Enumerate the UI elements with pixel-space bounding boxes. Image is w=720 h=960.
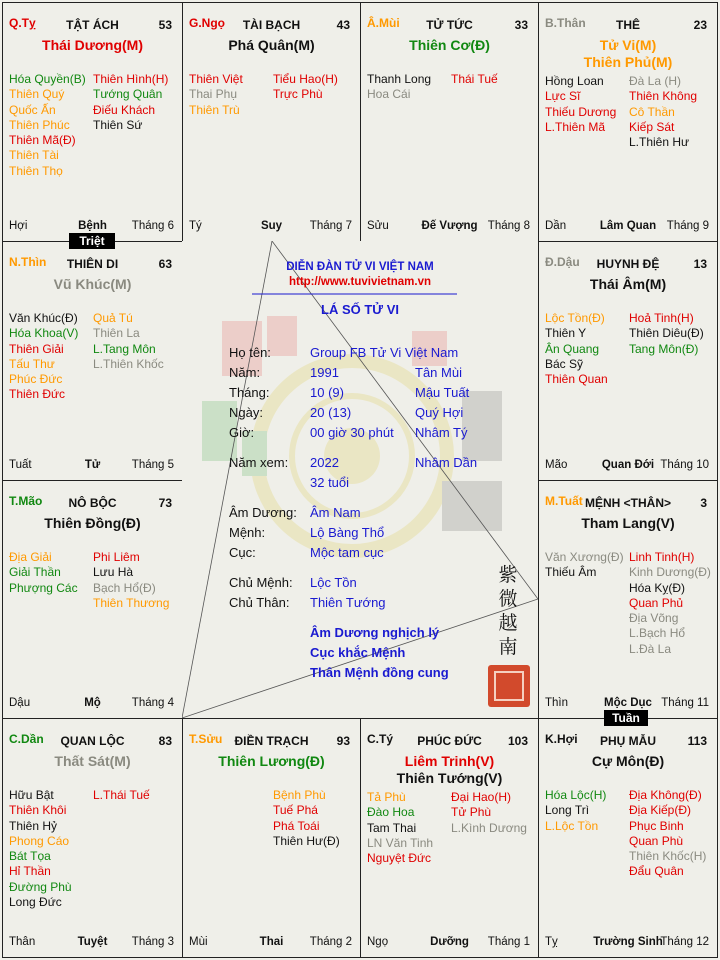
palace-month: Tháng 12 [660, 936, 709, 948]
minor-star: Nguyệt Đức [367, 851, 432, 866]
palace-month: Tháng 5 [131, 459, 174, 471]
minor-star: Thai Phụ [189, 87, 238, 102]
left-star-list [367, 72, 431, 103]
palace-can-chi: C.Dần [9, 732, 44, 746]
seal-char: 紫 [498, 564, 518, 586]
minor-star: Tuế Phá [273, 803, 318, 818]
minor-star: Thiên Y [545, 326, 587, 341]
triet-tag: Triệt [69, 233, 115, 249]
summary-note: Cục khắc Mệnh [310, 645, 406, 660]
minor-star: Hóa Khoa(V) [9, 326, 79, 341]
minor-star: Long Đức [9, 895, 62, 910]
minor-star: Đại Hao(H) [451, 790, 512, 804]
minor-star: Tam Thai [367, 820, 417, 835]
minor-star: L.Đà La [629, 641, 672, 656]
info-value: Thiên Tướng [310, 595, 386, 610]
palace-branch: Thân [9, 936, 36, 948]
minor-star: Kiếp Sát [629, 119, 675, 134]
right-star-list [273, 72, 338, 103]
info-value: 20 (13) [310, 405, 352, 420]
minor-star: Địa Kiếp(Đ) [629, 803, 692, 818]
main-star: Phá Quân(M) [228, 37, 315, 53]
info-label: Chủ Thân: [229, 595, 290, 610]
main-star: Thất Sát(M) [54, 753, 131, 769]
year-view-row: Năm xem: [229, 455, 289, 470]
palace-tai-bach[interactable] [182, 2, 361, 242]
palace-stage: Suy [260, 220, 283, 232]
palace-can-chi: Â.Mùi [367, 16, 400, 30]
minor-star: Thiên Khôi [9, 803, 67, 818]
minor-star: Bác Sỹ [545, 356, 584, 371]
summary-note: Âm Dương nghịch lý [310, 625, 440, 640]
minor-star: Thiên Hỷ [9, 818, 58, 833]
palace-stage: Trường Sinh [593, 936, 663, 948]
palace-can-chi: T.Sửu [189, 732, 223, 746]
minor-star: Hoa Cái [367, 87, 411, 102]
minor-star: Long Trì [545, 803, 590, 818]
minor-star: Thiên Đức [9, 387, 66, 402]
main-star: Thiên Đồng(Đ) [44, 515, 141, 531]
minor-star: Lưu Hà [93, 565, 134, 580]
palace-name: QUAN LỘC [60, 734, 125, 748]
right-star-list [93, 311, 164, 372]
minor-star: L.Thiên Khốc [93, 356, 164, 371]
palace-name: PHÚC ĐỨC [417, 734, 482, 748]
minor-star: Quan Phủ [629, 595, 684, 610]
info-value: Âm Nam [310, 505, 361, 520]
palace-branch: Ngọ [367, 936, 389, 948]
main-star: Vũ Khúc(M) [53, 276, 132, 292]
palace-month: Tháng 9 [666, 220, 709, 232]
minor-star: L.Lộc Tồn [545, 818, 599, 833]
minor-star: Thiên Tài [9, 148, 59, 163]
palace-number: 33 [514, 18, 528, 32]
minor-star: Hỉ Thần [9, 864, 51, 879]
palace-branch: Mùi [189, 936, 208, 948]
minor-star: Hóa Quyền(B) [9, 72, 86, 86]
minor-star: Quốc Ấn [9, 102, 56, 117]
minor-star: Giải Thần [9, 565, 61, 580]
minor-star: Thiên Phúc [9, 117, 70, 132]
palace-can-chi: C.Tý [367, 732, 394, 746]
left-star-list [545, 788, 606, 834]
seal-char: 南 [498, 636, 518, 658]
minor-star: Thiên Quan [545, 372, 608, 387]
minor-star: Tử Phù [451, 805, 492, 820]
palace-number: 63 [158, 257, 172, 271]
minor-star: Đường Phù [9, 879, 72, 894]
seal-vertical-text [496, 563, 520, 659]
year-view-value: 2022 [310, 455, 339, 470]
minor-star: LN Văn Tinh [367, 835, 434, 850]
main-star: Tử Vi(M) [599, 37, 657, 53]
palace-tat-ach[interactable] [2, 2, 183, 242]
minor-star: Thiên Sứ [93, 117, 143, 132]
left-star-list [9, 72, 86, 179]
left-star-list [545, 311, 608, 387]
palace-number: 3 [700, 496, 707, 510]
palace-month: Tháng 2 [309, 936, 352, 948]
minor-star: Quả Tú [93, 311, 133, 325]
palace-name: TÀI BẠCH [242, 18, 301, 32]
info-canchi: Tân Mùi [415, 365, 462, 380]
main-star: Thiên Cơ(Đ) [409, 37, 490, 53]
palace-number: 53 [158, 18, 172, 32]
palace-no-boc[interactable] [2, 480, 183, 719]
minor-star: Đào Hoa [367, 805, 415, 820]
info-value: Group FB Tử Vi Việt Nam [310, 345, 459, 360]
left-star-list [545, 550, 624, 581]
minor-star: Phượng Các [9, 580, 78, 595]
palace-month: Tháng 3 [131, 936, 174, 948]
minor-star: Thiên Thọ [9, 163, 63, 178]
minor-star: Thiên Hình(H) [93, 72, 169, 86]
center-info-panel [182, 241, 538, 718]
info-value: Lộc Tồn [310, 575, 357, 590]
palace-the[interactable] [538, 2, 718, 242]
minor-star: Hóa Kỵ(Đ) [629, 580, 686, 595]
left-star-list [9, 550, 78, 596]
info-value: 10 (9) [310, 385, 344, 400]
minor-star: Thiên Mã(Đ) [9, 133, 76, 148]
info-label: Âm Dương: [229, 505, 297, 520]
palace-number: 43 [336, 18, 350, 32]
minor-star: Kinh Dương(Đ) [629, 565, 711, 580]
minor-star: Thái Tuế [451, 72, 498, 86]
palace-number: 73 [158, 496, 172, 510]
minor-star: L.Bạch Hổ [629, 626, 686, 641]
minor-star: Hồng Loan [545, 74, 604, 88]
right-star-list [629, 788, 706, 880]
minor-star: L.Thiên Mã [545, 119, 606, 134]
main-star: Thái Dương(M) [42, 37, 143, 53]
minor-star: Thanh Long [367, 72, 432, 86]
palace-branch: Tỵ [545, 936, 558, 948]
minor-star: Tang Môn(Đ) [629, 341, 699, 356]
info-canchi: Mậu Tuất [415, 385, 470, 400]
minor-star: Địa Không(Đ) [629, 788, 702, 802]
minor-star: Thiên Diêu(Đ) [629, 326, 704, 341]
minor-star: Thiên Hư(Đ) [273, 833, 340, 848]
minor-star: Tiểu Hao(H) [273, 72, 338, 86]
palace-can-chi: Q.Tỵ [9, 16, 36, 30]
palace-stage: Mộ [84, 697, 101, 709]
palace-name: MỆNH <THÂN> [584, 496, 671, 510]
minor-star: Bạch Hổ(Đ) [93, 580, 156, 595]
info-label: Họ tên: [229, 345, 271, 360]
palace-can-chi: K.Hợi [545, 732, 578, 746]
minor-star: Phúc Đức [9, 372, 63, 387]
palace-name: ĐIỀN TRẠCH [234, 734, 309, 748]
palace-month: Tháng 4 [131, 697, 174, 709]
minor-star: Địa Giải [9, 550, 52, 564]
right-star-list [629, 311, 704, 357]
info-label: Ngày: [229, 405, 263, 420]
minor-star: Đẩu Quân [629, 864, 684, 879]
right-star-list [451, 790, 527, 836]
minor-star: Thiên Giải [9, 341, 64, 356]
palace-stage: Đế Vượng [421, 220, 478, 232]
palace-month: Tháng 7 [309, 220, 352, 232]
minor-star: Đà La (H) [629, 74, 682, 88]
minor-star: Cô Thần [629, 104, 675, 119]
palace-month: Tháng 6 [131, 220, 174, 232]
seal-char: 越 [498, 612, 518, 634]
minor-star: Thiên Không [629, 89, 698, 104]
minor-star: L.Kình Dương [451, 820, 527, 835]
minor-star: Trực Phù [273, 87, 323, 102]
info-value: Mộc tam cục [310, 545, 384, 560]
minor-star: Hữu Bật [9, 788, 54, 802]
minor-star: Phục Binh [629, 818, 684, 833]
palace-name: HUYNH ĐỆ [596, 257, 660, 271]
minor-star: Thiên Trù [189, 102, 240, 117]
year-view-canchi: Nhâm Dần [415, 455, 478, 470]
left-star-list [545, 74, 616, 135]
minor-star: Lộc Tồn(Đ) [545, 311, 605, 325]
info-canchi: Quý Hợi [415, 405, 464, 420]
palace-tu-tuc[interactable] [360, 2, 539, 242]
palace-stage: Tuyệt [77, 936, 108, 948]
right-star-list [629, 74, 697, 150]
palace-branch: Hợi [9, 220, 28, 232]
palace-can-chi: Đ.Dậu [545, 255, 580, 269]
palace-quan-loc[interactable] [2, 718, 183, 958]
palace-thien-di[interactable] [2, 241, 183, 481]
minor-star: Hoả Tinh(H) [629, 311, 694, 325]
minor-star: Thiên Quý [9, 87, 65, 102]
palace-branch: Dậu [9, 697, 31, 709]
palace-branch: Tý [189, 220, 202, 232]
minor-star: Văn Xương(Đ) [545, 550, 624, 564]
palace-month: Tháng 11 [661, 697, 709, 709]
info-value: Lộ Bàng Thổ [310, 525, 385, 540]
palace-dien-trach[interactable] [182, 718, 361, 958]
palace-month: Tháng 1 [487, 936, 530, 948]
minor-star: Phá Toái [273, 818, 320, 833]
minor-star: Hóa Lộc(H) [545, 788, 607, 802]
right-star-list [451, 72, 498, 87]
seal-char: 微 [498, 588, 518, 610]
right-star-list [93, 550, 169, 611]
minor-star: Thiếu Âm [545, 565, 597, 580]
palace-number: 13 [693, 257, 707, 271]
palace-can-chi: N.Thìn [9, 255, 47, 269]
main-star: Thiên Lương(Đ) [218, 753, 325, 769]
main-star: Cự Môn(Đ) [591, 753, 665, 769]
info-canchi: Nhâm Tý [415, 425, 468, 440]
minor-star: Ân Quang [545, 341, 600, 356]
minor-star: L.Thiên Hư [629, 135, 690, 150]
palace-stage: Lâm Quan [599, 220, 657, 232]
minor-star: L.Tang Môn [93, 341, 156, 356]
minor-star: L.Thái Tuế [93, 788, 150, 802]
chart-title: LÁ SỐ TỬ VI [321, 302, 399, 317]
palace-number: 113 [687, 734, 707, 748]
palace-can-chi: B.Thân [545, 16, 586, 30]
minor-star: Phong Cáo [9, 833, 70, 848]
minor-star: Thiếu Dương [545, 104, 617, 119]
palace-phuc-duc[interactable] [360, 718, 539, 958]
palace-can-chi: G.Ngọ [189, 16, 225, 30]
minor-star: Bát Tọa [9, 849, 51, 864]
main-star: Thái Âm(M) [589, 276, 667, 292]
minor-star: Lực Sĩ [545, 89, 581, 104]
main-star: Tham Lang(V) [581, 515, 675, 531]
minor-star: Tấu Thư [9, 356, 55, 371]
palace-number: 93 [336, 734, 350, 748]
minor-star: Điếu Khách [93, 102, 156, 117]
palace-stage: Mộc Dục [604, 697, 652, 709]
main-star: Thiên Tướng(V) [396, 770, 503, 786]
palace-name: PHỤ MẪU [600, 734, 656, 748]
left-star-list [367, 790, 433, 866]
main-star: Thiên Phủ(M) [583, 54, 673, 70]
palace-stage: Tử [84, 459, 101, 471]
right-star-list [93, 72, 168, 133]
palace-stage: Thai [259, 936, 284, 948]
info-value: 1991 [310, 365, 339, 380]
minor-star: Thiên Thương [93, 595, 170, 610]
palace-name: TỬ TỨC [426, 18, 473, 32]
minor-star: Thiên Việt [189, 72, 243, 86]
palace-can-chi: M.Tuất [545, 494, 583, 508]
palace-name: THÊ [616, 18, 640, 32]
palace-branch: Sửu [367, 220, 389, 232]
info-label: Tháng: [229, 385, 270, 400]
palace-month: Tháng 10 [660, 459, 709, 471]
palace-month: Tháng 8 [487, 220, 530, 232]
left-star-list [189, 72, 243, 118]
summary-note: Thân Mệnh đồng cung [310, 665, 449, 680]
minor-star: Quan Phù [629, 833, 684, 848]
minor-star: Phi Liêm [93, 550, 140, 564]
seal-stamp-icon [488, 665, 530, 707]
left-star-list [9, 311, 78, 403]
main-star: Liêm Trinh(V) [404, 753, 495, 769]
palace-menh-than[interactable] [538, 480, 718, 719]
right-star-list [629, 550, 711, 657]
palace-number: 23 [693, 18, 707, 32]
tuan-tag: Tuần [604, 710, 648, 726]
minor-star: Tả Phù [367, 790, 406, 804]
info-label: Chủ Mệnh: [229, 575, 293, 590]
palace-name: NÔ BỘC [68, 496, 117, 510]
right-star-list [273, 788, 340, 849]
year-view-age: 32 tuổi [310, 475, 350, 490]
palace-huynh-de[interactable] [538, 241, 718, 481]
info-label: Giờ: [229, 425, 255, 440]
minor-star: Thiên Khốc(H) [629, 849, 707, 864]
right-star-list [93, 788, 150, 803]
palace-number: 103 [507, 734, 528, 748]
palace-stage: Bệnh [78, 220, 107, 232]
minor-star: Văn Khúc(Đ) [9, 311, 78, 325]
left-star-list [9, 788, 72, 910]
minor-star: Linh Tinh(H) [629, 550, 695, 564]
info-label: Cục: [229, 545, 256, 560]
minor-star: Thiên La [93, 326, 140, 341]
palace-name: THIÊN DI [66, 257, 119, 271]
minor-star: Tướng Quân [93, 87, 163, 102]
palace-branch: Tuất [9, 459, 32, 471]
palace-can-chi: T.Mão [9, 494, 43, 508]
palace-branch: Mão [545, 459, 568, 471]
forum-url-link[interactable]: http://www.tuvivietnam.vn [288, 276, 432, 288]
forum-title: DIỄN ĐÀN TỬ VI VIỆT NAM [286, 261, 434, 273]
palace-phu-mau[interactable] [538, 718, 718, 958]
palace-branch: Thìn [545, 697, 569, 709]
minor-star: Địa Võng [629, 611, 679, 626]
palace-stage: Dưỡng [430, 936, 469, 948]
palace-stage: Quan Đới [601, 459, 655, 471]
info-label: Năm: [229, 365, 261, 380]
info-value: 00 giờ 30 phút [310, 425, 394, 440]
info-label: Mệnh: [229, 525, 266, 540]
palace-number: 83 [158, 734, 172, 748]
palace-name: TẬT ÁCH [66, 18, 119, 32]
minor-star: Bệnh Phù [273, 788, 326, 802]
palace-branch: Dần [545, 220, 567, 232]
